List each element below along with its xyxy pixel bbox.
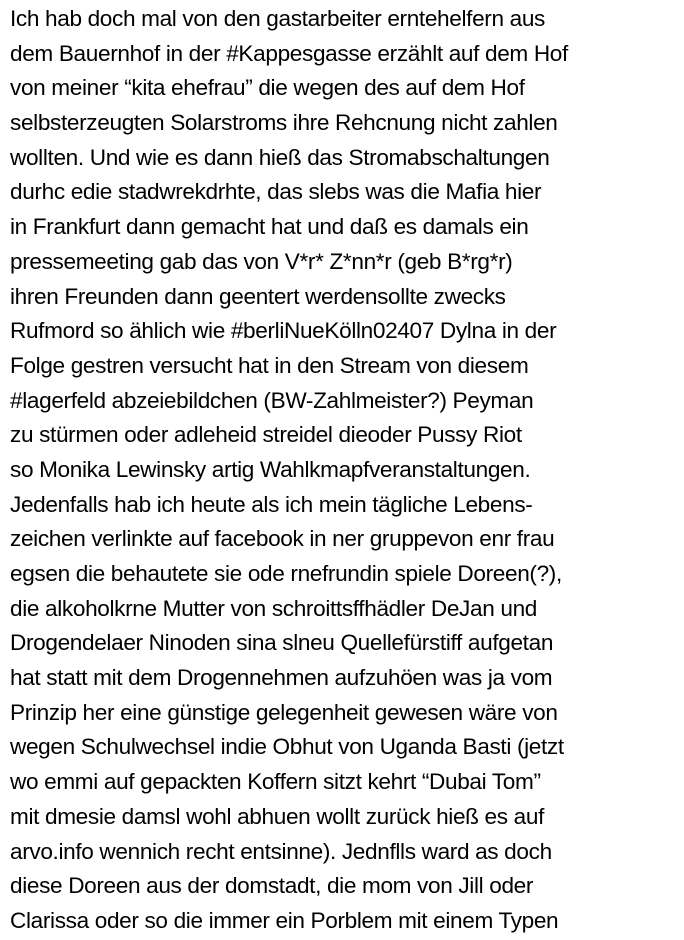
text-line: dem Bauernhof in der #Kappesgasse erzählt auf dem Hof xyxy=(10,40,568,66)
document-text-block xyxy=(10,2,682,939)
text-line: wegen Schulwechsel indie Obhut von Uganda Basti (jetzt xyxy=(10,734,564,760)
text-line: selbsterzeugten Solarstroms ihre Rehcnung nicht zahlen xyxy=(10,110,558,136)
text-line: egsen die behautete sie ode rnefrundin spiele Doreen(?), xyxy=(10,561,562,586)
text-line: wollten. Und wie es dann hieß das Stromabschaltungen xyxy=(10,144,550,170)
text-line: Folge gestren versucht hat in den Stream von diesem xyxy=(10,352,529,378)
text-line: pressemeeting gab das von V*r* Z*nn*r (geb B*rg*r) xyxy=(10,248,513,274)
text-line: zu stürmen oder adleheid streidel dieoder Pussy Riot xyxy=(10,422,522,448)
text-line: wo emmi auf gepackten Koffern sitzt kehrt “Dubai Tom” xyxy=(10,769,541,795)
text-line: Jedenfalls hab ich heute als ich mein tägliche Lebens- xyxy=(10,491,533,517)
text-line: Prinzip her eine günstige gelegenheit gewesen wäre von xyxy=(10,699,558,725)
text-line: Drogendelaer Ninoden sina slneu Quellefürstiff aufgetan xyxy=(10,630,554,656)
text-line: Rufmord so ählich wie #berliNueKölln02407 Dylna in der xyxy=(10,318,557,344)
text-line: mit dmesie damsl wohl abhuen wollt zurück hieß es auf xyxy=(10,803,544,829)
text-line: hat statt mit dem Drogennehmen aufzuhöen was ja vom xyxy=(10,665,553,691)
text-line: diese Doreen aus der domstadt, die mom von Jill oder xyxy=(10,873,534,899)
text-line: arvo.info wennich recht entsinne). Jednflls ward as doch xyxy=(10,838,552,864)
text-line: die alkoholkrne Mutter von schroittsffhädler DeJan und xyxy=(10,595,538,621)
text-line: Clarissa oder so die immer ein Porblem mit einem Typen xyxy=(10,907,559,933)
text-line: so Monika Lewinsky artig Wahlkmapfveranstaltungen. xyxy=(10,456,531,482)
text-line: von meiner “kita ehefrau” die wegen des auf dem Hof xyxy=(10,75,525,101)
text-line: durhc edie stadwrekdrhte, das slebs was die Mafia hier xyxy=(10,179,542,205)
text-line: in Frankfurt dann gemacht hat und daß es damals ein xyxy=(10,214,529,240)
text-line: ihren Freunden dann geentert werdensollte zwecks xyxy=(10,283,506,309)
text-line: Ich hab doch mal von den gastarbeiter erntehelfern aus xyxy=(10,6,546,31)
text-line: #lagerfeld abzeiebildchen (BW-Zahlmeister?) Peyman xyxy=(10,387,534,413)
text-line: zeichen verlinkte auf facebook in ner gruppevon enr frau xyxy=(10,526,555,552)
